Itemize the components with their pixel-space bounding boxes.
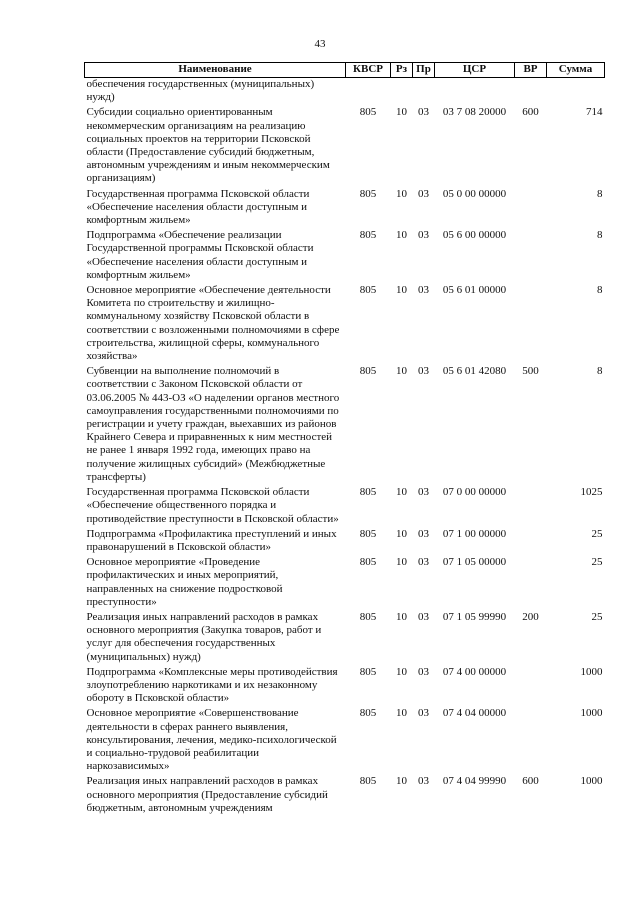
row-kvsr: 805 <box>359 486 377 499</box>
table-row <box>85 527 605 555</box>
table-row <box>85 364 605 485</box>
row-name: Реализация иных направлений расходов в рамках основного мероприятия (Закупка товаров, работ и услуг для обеспечения государственных (муниципальных) нужд) <box>86 610 322 663</box>
row-rz: 10 <box>396 775 407 788</box>
row-csr: 07 1 00 00000 <box>442 527 507 540</box>
row-name: Основное мероприятие «Обеспечение деятельности Комитета по строительству и жилищно-коммунальному хозяйству Псковской области в соответствии с возложенными полномочиями в сфере строительства, жилищной сферы, коммунального хозяйства» <box>86 284 340 363</box>
row-vr <box>515 555 547 610</box>
row-rz: 10 <box>396 610 407 623</box>
row-rz: 10 <box>396 486 407 499</box>
row-name: Субсидии социально ориентированным некоммерческим организациям на реализацию социальных проектов на территории Псковской области (Предоставление субсидий бюджетным, автономным учреждениям и иным некоммерческим организациям) <box>86 106 330 185</box>
table-header <box>85 63 605 78</box>
table-row <box>85 485 605 527</box>
row-rz: 10 <box>396 106 407 119</box>
header-kvsr: КВСР <box>346 63 391 78</box>
table-row <box>85 105 605 186</box>
row-kvsr: 805 <box>359 365 377 378</box>
table-row <box>85 610 605 665</box>
row-kvsr: 805 <box>359 610 377 623</box>
row-kvsr: 805 <box>359 707 377 720</box>
row-csr <box>435 78 515 106</box>
row-csr: 07 4 00 00000 <box>442 665 507 678</box>
row-sum: 8 <box>597 187 603 200</box>
row-vr <box>515 706 547 774</box>
row-rz: 10 <box>396 187 407 200</box>
row-name: Государственная программа Псковской области «Обеспечение общественного порядка и противодействие преступности в Псковской области» <box>86 486 339 525</box>
row-vr <box>515 527 547 555</box>
row-sum: 714 <box>586 106 603 119</box>
page-number: 43 <box>314 38 326 50</box>
table-row <box>85 78 605 106</box>
row-pr: 03 <box>418 707 429 720</box>
row-rz: 10 <box>396 365 407 378</box>
row-sum: 8 <box>597 229 603 242</box>
row-kvsr: 805 <box>359 106 377 119</box>
row-kvsr: 805 <box>359 187 377 200</box>
row-name: Подпрограмма «Профилактика преступлений и иных правонарушений в Псковской области» <box>86 527 337 553</box>
budget-table <box>84 62 605 816</box>
row-kvsr: 805 <box>359 527 377 540</box>
row-csr: 03 7 08 20000 <box>442 106 507 119</box>
row-vr <box>515 485 547 527</box>
row-name: Государственная программа Псковской области «Обеспечение населения области доступным и комфортным жильем» <box>86 187 310 227</box>
row-pr: 03 <box>418 610 429 623</box>
row-sum: 8 <box>597 365 603 378</box>
row-name: Основное мероприятие «Совершенствование деятельности в сферах раннего выявления, консультирования, лечения, медико-психологической и социально-трудовой реабилитации наркозависимых» <box>86 707 337 773</box>
row-sum: 1025 <box>580 486 603 499</box>
row-csr: 07 1 05 00000 <box>442 556 507 569</box>
header-vr: ВР <box>515 63 547 78</box>
row-kvsr: 805 <box>359 775 377 788</box>
table-body <box>85 78 605 816</box>
row-name: Подпрограмма «Обеспечение реализации Государственной программы Псковской области «Обеспечение населения области доступным и комфортным жильем» <box>86 229 314 281</box>
row-vr: 200 <box>522 610 539 623</box>
row-pr: 03 <box>418 486 429 499</box>
row-csr: 05 6 00 00000 <box>442 229 507 242</box>
row-vr <box>515 187 547 229</box>
row-kvsr: 805 <box>359 284 377 297</box>
header-name: Наименование <box>85 63 346 78</box>
row-vr: 600 <box>522 106 539 119</box>
row-csr: 07 4 04 00000 <box>442 707 507 720</box>
row-rz: 10 <box>396 527 407 540</box>
row-sum: 1000 <box>580 665 603 678</box>
table-row <box>85 228 605 283</box>
row-csr: 07 4 04 99990 <box>442 775 507 788</box>
row-rz: 10 <box>396 665 407 678</box>
table-row <box>85 706 605 774</box>
row-vr: 500 <box>522 365 539 378</box>
row-name: обеспечения государственных (муниципальных) нужд) <box>86 78 315 104</box>
table-row <box>85 187 605 229</box>
row-sum: 25 <box>591 610 603 623</box>
row-pr: 03 <box>418 229 429 242</box>
row-name: Субвенции на выполнение полномочий в соответствии с Законом Псковской области от 03.06.2005 № 443-ОЗ «О наделении органов местного самоуправления государственными полномочиями по регистрации и учету граждан, выехавших из районов Крайнего Севера и приравненных к ним местностей не ранее 1 января 1992 года, имеющих право на получение жилищных субсидий» (Межбюджетные трансферты) <box>86 365 340 483</box>
header-sum: Сумма <box>547 63 605 78</box>
row-vr <box>515 228 547 283</box>
row-csr: 05 6 01 42080 <box>442 365 507 378</box>
row-rz: 10 <box>396 284 407 297</box>
row-sum: 25 <box>591 527 603 540</box>
row-vr <box>515 665 547 707</box>
row-sum <box>547 78 605 106</box>
table-row <box>85 774 605 816</box>
row-csr: 05 0 00 00000 <box>442 187 507 200</box>
header-csr: ЦСР <box>435 63 515 78</box>
row-vr: 600 <box>522 775 539 788</box>
table-row <box>85 555 605 610</box>
row-kvsr: 805 <box>359 665 377 678</box>
row-rz <box>391 78 413 106</box>
row-sum: 1000 <box>580 707 603 720</box>
row-pr: 03 <box>418 775 429 788</box>
row-csr: 05 6 01 00000 <box>442 284 507 297</box>
row-pr: 03 <box>418 365 429 378</box>
row-vr <box>515 283 547 364</box>
row-sum: 8 <box>597 284 603 297</box>
row-name: Реализация иных направлений расходов в рамках основного мероприятия (Предоставление субсидий бюджетным, автономным учреждениям <box>86 775 328 814</box>
row-pr: 03 <box>418 187 429 200</box>
row-sum: 1000 <box>580 775 603 788</box>
row-name: Подпрограмма «Комплексные меры противодействия злоупотреблению наркотиками и их незаконному обороту в Псковской области» <box>86 665 338 705</box>
row-rz: 10 <box>396 707 407 720</box>
row-kvsr: 805 <box>359 556 377 569</box>
row-pr: 03 <box>418 556 429 569</box>
row-csr: 07 0 00 00000 <box>442 486 507 499</box>
row-name: Основное мероприятие «Проведение профилактических и иных мероприятий, направленных на снижение подростковой преступности» <box>86 556 283 608</box>
header-rz: Рз <box>391 63 413 78</box>
row-pr: 03 <box>418 284 429 297</box>
row-pr: 03 <box>418 106 429 119</box>
row-rz: 10 <box>396 229 407 242</box>
row-rz: 10 <box>396 556 407 569</box>
table-row <box>85 665 605 707</box>
row-kvsr <box>346 78 391 106</box>
row-pr: 03 <box>418 665 429 678</box>
row-pr: 03 <box>418 527 429 540</box>
row-sum: 25 <box>591 556 603 569</box>
row-kvsr: 805 <box>359 229 377 242</box>
row-vr <box>515 78 547 106</box>
row-pr <box>413 78 435 106</box>
row-csr: 07 1 05 99990 <box>442 610 507 623</box>
table-row <box>85 283 605 364</box>
header-pr: Пр <box>413 63 435 78</box>
